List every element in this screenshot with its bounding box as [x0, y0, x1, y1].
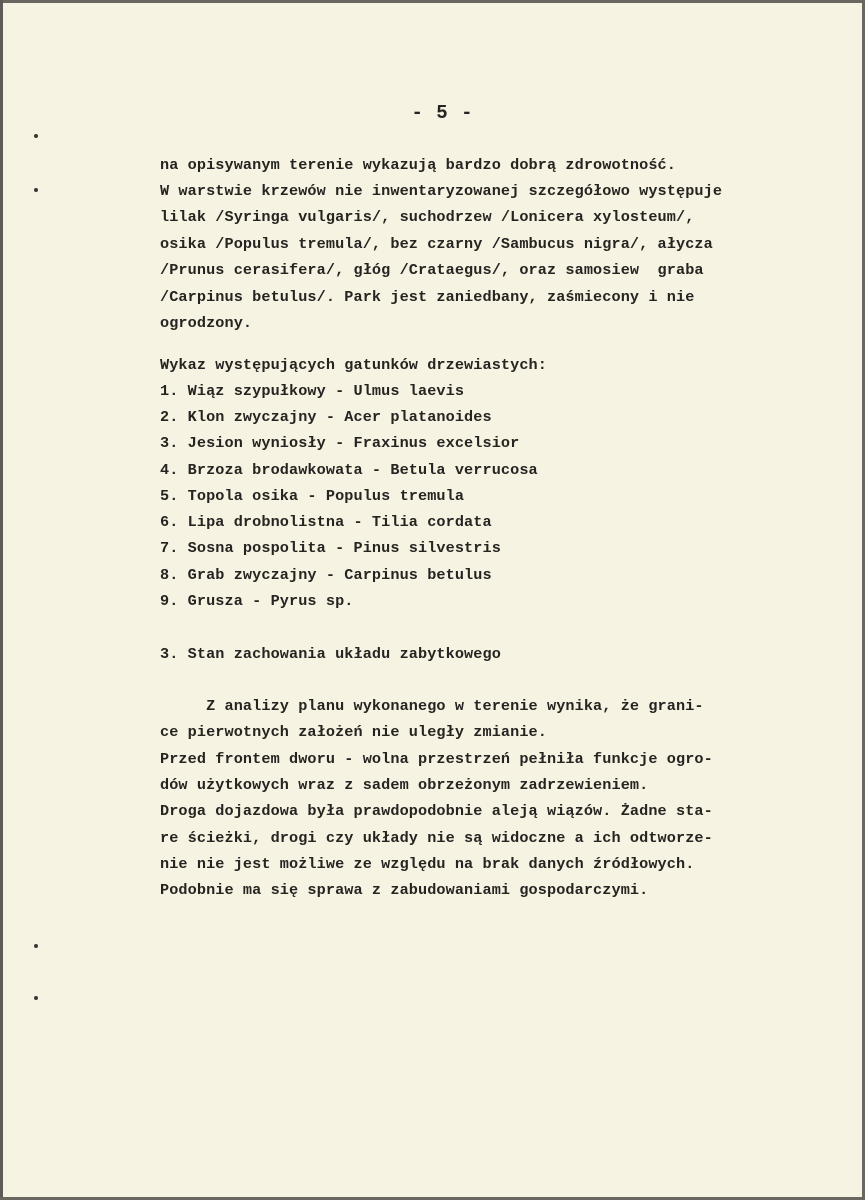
punch-mark — [34, 134, 38, 138]
punch-mark — [34, 944, 38, 948]
species-item: 1. Wiąz szypułkowy - Ulmus laevis — [160, 382, 465, 400]
punch-mark — [34, 188, 38, 192]
paragraph-line: nie nie jest możliwe ze względu na brak danych źródłowych. — [160, 855, 695, 873]
species-item: 5. Topola osika - Populus tremula — [160, 487, 465, 505]
paragraph-line: na opisywanym terenie wykazują bardzo dobrą zdrowotność. — [160, 156, 676, 174]
scan-edge-top — [0, 0, 865, 3]
paragraph-line: Przed frontem dworu - wolna przestrzeń pełniła funkcje ogro- — [160, 750, 713, 768]
page-number: - 5 - — [411, 102, 474, 124]
paragraph-line: Podobnie ma się sprawa z zabudowaniami gospodarczymi. — [160, 881, 649, 899]
paragraph-line: Droga dojazdowa była prawdopodobnie aleją wiązów. Żadne sta- — [160, 802, 713, 820]
species-item: 4. Brzoza brodawkowata - Betula verrucosa — [160, 461, 538, 479]
paragraph-line: ogrodzony. — [160, 314, 253, 332]
paragraph-line: /Prunus cerasifera/, głóg /Crataegus/, oraz samosiew graba — [160, 261, 704, 279]
paragraph-line: ce pierwotnych założeń nie uległy zmianie. — [160, 723, 547, 741]
species-item: 6. Lipa drobnolistna - Tilia cordata — [160, 513, 492, 531]
punch-mark — [34, 996, 38, 1000]
species-item: 8. Grab zwyczajny - Carpinus betulus — [160, 566, 492, 584]
species-item: 7. Sosna pospolita - Pinus silvestris — [160, 539, 501, 557]
paragraph-line: lilak /Syringa vulgaris/, suchodrzew /Lonicera xylosteum/, — [160, 208, 695, 226]
species-item: 9. Grusza - Pyrus sp. — [160, 592, 354, 610]
paragraph-line: osika /Populus tremula/, bez czarny /Sambucus nigra/, ałycza — [160, 235, 713, 253]
species-item: 2. Klon zwyczajny - Acer platanoides — [160, 408, 492, 426]
species-item: 3. Jesion wyniosły - Fraxinus excelsior — [160, 434, 520, 452]
scan-edge-left — [0, 0, 3, 1200]
paragraph-line: Z analizy planu wykonanego w terenie wynika, że grani- — [160, 697, 704, 715]
paragraph-line: dów użytkowych wraz z sadem obrzeżonym zadrzewieniem. — [160, 776, 649, 794]
section-heading: 3. Stan zachowania układu zabytkowego — [160, 645, 501, 663]
paragraph-line: W warstwie krzewów nie inwentaryzowanej szczegółowo występuje — [160, 182, 723, 200]
paragraph-line: re ścieżki, drogi czy układy nie są widoczne a ich odtworze- — [160, 829, 713, 847]
species-heading: Wykaz występujących gatunków drzewiastych: — [160, 356, 547, 374]
paragraph-line: /Carpinus betulus/. Park jest zaniedbany, zaśmiecony i nie — [160, 288, 695, 306]
